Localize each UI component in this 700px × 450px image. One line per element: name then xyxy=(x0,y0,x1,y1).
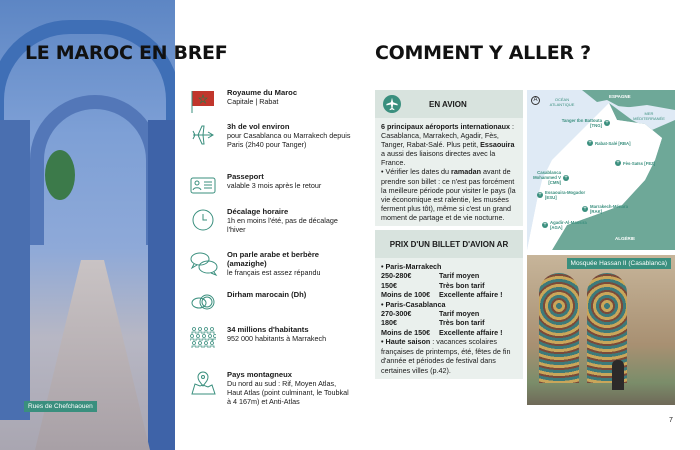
street xyxy=(35,260,150,450)
fact-text xyxy=(227,88,352,106)
compass-icon: A xyxy=(531,96,540,105)
fact-text xyxy=(227,370,352,406)
airport-marker xyxy=(552,118,610,128)
fact-text xyxy=(227,290,352,299)
people-icon xyxy=(190,325,216,351)
page-number: 7 xyxy=(669,417,673,424)
fact-title: 3h de vol environ xyxy=(227,122,290,131)
map-label: MER MÉDITERRANÉE xyxy=(633,111,665,121)
airplane-icon xyxy=(190,122,216,148)
fact-detail: pour Casablanca ou Marrakech depuis Paris (2h40 pour Tanger) xyxy=(227,131,351,149)
mosaic xyxy=(539,273,579,383)
airport-marker xyxy=(587,140,631,146)
fact-text xyxy=(227,207,352,234)
price: 270-300€ xyxy=(381,309,412,319)
wall xyxy=(148,120,175,450)
plane-box-title: EN AVION xyxy=(429,99,467,109)
price-rating: Très bon tarif xyxy=(439,280,485,290)
fact-title: Passeport xyxy=(227,172,264,181)
price-box xyxy=(375,230,523,379)
id-card-icon xyxy=(190,172,216,198)
plant xyxy=(45,150,75,200)
airport-icon: + xyxy=(583,206,587,212)
airport-marker xyxy=(615,160,655,166)
ramadan: ramadan xyxy=(451,167,482,177)
airport-icon: + xyxy=(564,174,568,181)
price: Moins de 100€ xyxy=(381,290,431,300)
info-column xyxy=(375,90,523,379)
fact-title: Dirham marocain (Dh) xyxy=(227,290,307,299)
airports-heading: 6 principaux aéroports internationaux xyxy=(381,122,511,131)
fact-title: 34 millions d'habitants xyxy=(227,325,309,334)
airport-icon: + xyxy=(616,160,620,166)
airport-marker xyxy=(527,170,569,185)
person xyxy=(612,360,624,390)
airport-icon: + xyxy=(588,140,592,146)
route: • Paris-Casablanca xyxy=(381,299,446,309)
clock-icon xyxy=(190,207,216,233)
price: 250-280€ xyxy=(381,271,412,281)
fact-detail: 952 000 habitants à Marrakech xyxy=(227,334,327,343)
text: : Casablanca, Marrakech, Agadir, Fès, Tanger, Rabat-Salé. Plus petit, xyxy=(381,122,515,150)
fact-title: Pays montagneux xyxy=(227,370,292,379)
fact-detail: valable 3 mois après le retour xyxy=(227,181,322,190)
airport-icon: + xyxy=(543,222,547,228)
airport-label: Tanger Ibn Battouta [TNG] xyxy=(561,118,602,128)
flag-icon xyxy=(190,88,216,114)
fact-detail: 1h en moins l'été, pas de décalage l'hiver xyxy=(227,216,338,234)
fact-title: On parle arabe et berbère (amazighe) xyxy=(227,250,320,268)
airport-icon: + xyxy=(605,120,609,126)
price-row xyxy=(381,281,517,290)
airport-label: Rabat-Salé [RBA] xyxy=(595,140,631,146)
coins-icon xyxy=(190,290,216,316)
airport-marker xyxy=(582,204,640,214)
route: • Paris-Marrakech xyxy=(381,262,442,272)
price-row xyxy=(381,271,517,280)
wall xyxy=(0,120,30,420)
plane-box xyxy=(375,90,523,226)
text: • Vérifier les dates du xyxy=(381,167,452,177)
plane-box-header xyxy=(375,90,523,118)
fact-text xyxy=(227,325,352,343)
airplane-icon xyxy=(383,95,401,113)
airport-marker xyxy=(537,190,595,200)
price-rating: Tarif moyen xyxy=(439,271,480,281)
airport-label: Casablanca Mohammed V [CMN] xyxy=(533,170,561,185)
map-label: ESPAGNE xyxy=(609,94,631,99)
map-label: OCÉAN ATLANTIQUE xyxy=(549,97,575,107)
text: : vacances scolaires françaises de printemps, été, fêtes de fin d'année et périodes de festival dans certaines villes (p.42). xyxy=(381,337,511,375)
price-row xyxy=(381,328,517,337)
price-rating: Excellente affaire ! xyxy=(439,290,503,300)
price-row xyxy=(381,290,517,299)
airport-label: Marrakech-Ménara [RAK] xyxy=(590,204,628,214)
price-rating: Très bon tarif xyxy=(439,318,485,328)
plane-box-text xyxy=(375,118,523,226)
map-label: ALGÉRIE xyxy=(615,236,636,241)
price-rating: Tarif moyen xyxy=(439,309,480,319)
fact-text xyxy=(227,122,352,149)
fact-title: Royaume du Maroc xyxy=(227,88,298,97)
map-pin-icon xyxy=(190,370,216,396)
map xyxy=(527,90,675,250)
airport-label: Essaouira-Mogador [ESU] xyxy=(545,190,586,200)
price-rating: Excellente affaire ! xyxy=(439,327,503,337)
fact-detail: Du nord au sud : Rif, Moyen Atlas, Haut Atlas (point culminant, le Toubkal à 4 167m) et Anti-Atlas xyxy=(227,379,349,406)
price-box-header: PRIX D'UN BILLET D'AVION AR xyxy=(375,230,523,258)
speech-bubbles-icon xyxy=(190,250,216,276)
fact-title: Décalage horaire xyxy=(227,207,289,216)
fact-text xyxy=(227,250,352,277)
text: a aussi des liaisons directes avec la France. xyxy=(381,149,496,168)
high-season: • Haute saison xyxy=(381,337,431,347)
price: 180€ xyxy=(381,318,397,328)
price: 150€ xyxy=(381,280,397,290)
airport-marker xyxy=(542,220,600,230)
price-box-text xyxy=(375,258,523,379)
section-title: COMMENT Y ALLER ? xyxy=(375,42,591,64)
mosque-photo xyxy=(527,255,675,405)
price-row xyxy=(381,309,517,318)
airport-icon: + xyxy=(538,192,542,198)
page-title: LE MAROC EN BREF xyxy=(25,42,228,64)
price-row xyxy=(381,318,517,327)
fact-detail: Capitale | Rabat xyxy=(227,97,279,106)
fact-text xyxy=(227,172,352,190)
airport-label: Agadir-Al-Massira [AGA] xyxy=(550,220,587,230)
essaouira: Essaouira xyxy=(480,140,515,150)
photo-caption: Mosquée Hassan II (Casablanca) xyxy=(567,258,671,269)
airport-label: Fès-Saïss [FEZ] xyxy=(623,160,656,166)
photo-caption: Rues de Chefchaouen xyxy=(24,401,97,412)
chefchaouen-photo xyxy=(0,0,175,450)
price: Moins de 150€ xyxy=(381,327,431,337)
fact-detail: le français est assez répandu xyxy=(227,268,321,277)
text: avant de prendre son billet : ce n'est pas forcément la meilleure période pour visiter le pays (la vie économique est ralentie, les musées ferment plus tôt), même si c'est un grand moment de partage et de vie nocturne. xyxy=(381,167,516,222)
